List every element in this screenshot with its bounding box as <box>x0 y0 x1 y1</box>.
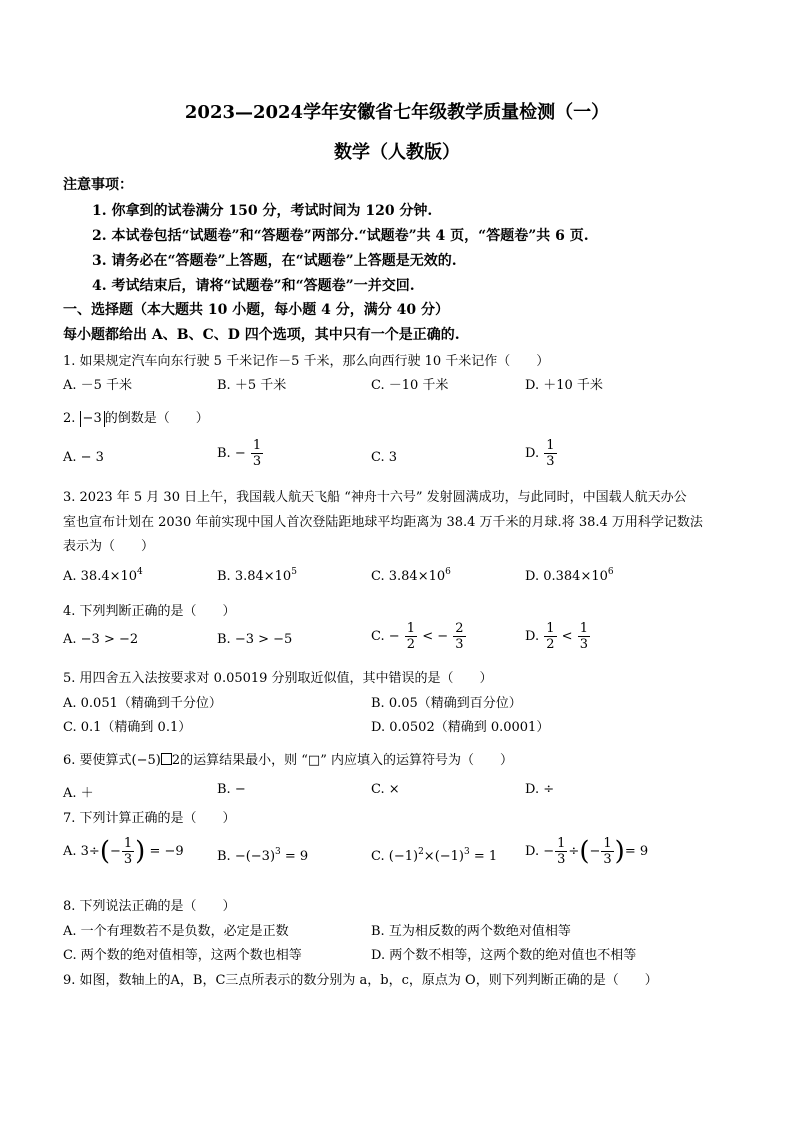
q1-stem: 1. 如果规定汽车向东行驶 5 千米记作－5 千米，那么向西行驶 10 千米记作（ ） <box>63 354 550 369</box>
q8-option-a: A. 一个有理数若不是负数，必定是正数 <box>63 924 289 939</box>
right-paren: ) <box>614 836 625 867</box>
q3-option-a <box>63 569 143 584</box>
q3-option-b-base: B. 3.84×10 <box>217 569 292 584</box>
q8-option-d: D. 两个数不相等，这两个数的绝对值也不相等 <box>371 948 637 963</box>
fraction <box>405 621 417 652</box>
q7-stem: 7. 下列计算正确的是（ ） <box>63 811 236 826</box>
q4-option-d-operator: < <box>561 629 573 644</box>
q2-option-c: C. 3 <box>371 450 398 465</box>
exponent: 3 <box>275 847 281 857</box>
q7-option-c-result: = 1 <box>469 849 498 864</box>
q3-option-c-base: C. 3.84×10 <box>371 569 446 584</box>
q2-option-d <box>525 438 558 469</box>
fraction-numerator: 1 <box>406 621 416 636</box>
q6-stem-pre: 6. 要使算式 <box>63 753 132 768</box>
fraction-numerator: 1 <box>603 836 612 851</box>
exam-subtitle: 数学（人教版） <box>334 142 460 163</box>
q3-option-b <box>217 569 297 584</box>
q7-option-a-pre: A. 3÷ <box>63 844 100 859</box>
fraction-numerator: 1 <box>579 621 588 636</box>
exponent: 4 <box>137 567 143 577</box>
fraction-denominator: 3 <box>579 637 588 652</box>
blank-box-icon <box>161 753 172 765</box>
q5-option-b: B. 0.05（精确到百分位） <box>371 696 522 711</box>
q1-option-a: A. －5 千米 <box>63 378 133 393</box>
q2-option-d-fraction <box>544 438 556 469</box>
q4-option-d <box>525 621 591 652</box>
q7-option-c <box>371 849 497 864</box>
q7-option-b-base: B. −(−3) <box>217 849 276 864</box>
fraction-numerator: 1 <box>557 836 566 851</box>
notice-item: 1. 你拿到的试卷满分 150 分，考试时间为 120 分钟. <box>92 203 433 219</box>
fraction-denominator: 3 <box>252 454 262 469</box>
q5-stem: 5. 用四舍五入法按要求对 0.05019 分别取近似值，其中错误的是（ ） <box>63 671 493 686</box>
fraction-denominator: 2 <box>546 637 555 652</box>
q7-option-d-result: = 9 <box>624 844 649 859</box>
q1-option-d: D. ＋10 千米 <box>525 378 603 393</box>
q4-option-c-operator: < − <box>422 629 449 644</box>
q4-option-a: A. −3 > −2 <box>63 632 139 647</box>
fraction <box>578 621 590 652</box>
q6-option-c: C. × <box>371 782 400 797</box>
q6-expression-tail: 2 <box>171 753 181 768</box>
q2-stem <box>63 407 209 427</box>
q7-option-c-mid: ×(−1) <box>423 849 464 864</box>
q2-number: 2. <box>63 411 76 426</box>
fraction-numerator: 1 <box>123 836 133 851</box>
q1-option-b: B. ＋5 千米 <box>217 378 287 393</box>
notice-item: 2. 本试卷包括“试题卷”和“答题卷”两部分.“试题卷”共 4 页，“答题卷”共 6 页. <box>92 228 589 244</box>
q3-option-d-base: D. 0.384×10 <box>525 569 608 584</box>
fraction-numerator: 1 <box>252 438 262 453</box>
q6-option-b: B. − <box>217 782 246 797</box>
q8-option-b: B. 互为相反数的两个数绝对值相等 <box>371 924 571 939</box>
fraction <box>122 836 134 867</box>
fraction <box>601 836 613 867</box>
fraction-denominator: 3 <box>557 852 566 867</box>
minus-sign: − <box>109 844 121 859</box>
section-instruction: 每小题都给出 A、B、C、D 四个选项，其中只有一个是正确的. <box>63 327 460 343</box>
q5-option-a: A. 0.051（精确到千分位） <box>63 696 222 711</box>
fraction <box>555 836 567 867</box>
q4-option-c <box>371 621 467 652</box>
fraction-numerator: 1 <box>546 621 555 636</box>
fraction-numerator: 2 <box>455 621 464 636</box>
q3-line-3: 表示为（ ） <box>63 539 155 554</box>
q9-stem: 9. 如图，数轴上的A，B，C三点所表示的数分别为 a，b，c，原点为 O，则下列判断正确的是（ ） <box>63 973 658 988</box>
q7-option-a-result: = −9 <box>149 844 184 859</box>
q7-option-a <box>63 836 184 867</box>
exponent: 6 <box>607 567 614 577</box>
q6-option-a: A. ＋ <box>63 786 94 801</box>
q3-option-c <box>371 569 451 584</box>
fraction-denominator: 2 <box>406 637 416 652</box>
exam-title: 2023—2024学年安徽省七年级教学质量检测（一） <box>184 102 610 123</box>
fraction <box>453 621 465 652</box>
exponent: 5 <box>291 567 297 577</box>
fraction-denominator: 3 <box>603 852 612 867</box>
q8-stem: 8. 下列说法正确的是（ ） <box>63 899 236 914</box>
q7-option-c-base: C. (−1) <box>371 849 419 864</box>
exponent: 6 <box>445 567 451 577</box>
notice-item: 4. 考试结束后，请将“试题卷”和“答题卷”一并交回. <box>92 278 415 294</box>
fraction <box>544 621 556 652</box>
right-paren: ) <box>135 836 146 867</box>
q8-option-c: C. 两个数的绝对值相等，这两个数也相等 <box>63 948 302 963</box>
q7-option-d <box>525 836 648 867</box>
q6-stem-post: 的运算结果最小，则 “□” 内应填入的运算符号为（ ） <box>180 753 513 768</box>
q1-option-c: C. －10 千米 <box>371 378 449 393</box>
q4-option-b: B. −3 > −5 <box>217 632 293 647</box>
exponent: 3 <box>464 847 470 857</box>
q3-line-1: 3. 2023 年 5 月 30 日上午，我国载人航天飞船 “神舟十六号” 发射圆满成功，与此同时，中国载人航天办公 <box>63 490 687 505</box>
q2-option-b <box>217 438 264 469</box>
q2-option-b-fraction <box>251 438 263 469</box>
exponent: 2 <box>418 847 424 857</box>
q7-option-b <box>217 849 308 864</box>
left-paren: ( <box>579 836 590 867</box>
left-paren: ( <box>99 836 110 867</box>
q7-option-b-result: = 9 <box>280 849 309 864</box>
q6-expression: (−5) <box>131 753 161 768</box>
q7-option-d-pre: D. − <box>525 844 555 859</box>
q2-option-d-label: D. <box>525 446 540 461</box>
q4-stem: 4. 下列判断正确的是（ ） <box>63 604 236 619</box>
section-heading: 一、选择题（本大题共 10 小题，每小题 4 分，满分 40 分） <box>63 302 449 318</box>
q2-option-a: A. − 3 <box>63 450 104 465</box>
q3-line-2: 室也宣布计划在 2030 年前实现中国人首次登陆距地球平均距离为 38.4 万千米的月球.将 38.4 万用科学记数法 <box>63 515 703 530</box>
fraction-denominator: 3 <box>123 852 133 867</box>
q4-option-c-label: C. − <box>371 629 400 644</box>
notice-item: 3. 请务必在“答题卷”上答题，在“试题卷”上答题是无效的. <box>92 253 457 269</box>
minus-sign: − <box>589 844 601 859</box>
divide-sign: ÷ <box>568 844 580 859</box>
q3-option-a-base: A. 38.4×10 <box>63 569 138 584</box>
q6-stem <box>63 749 513 768</box>
q2-stem-tail: 的倒数是（ ） <box>104 411 209 426</box>
fraction-denominator: 3 <box>546 454 555 469</box>
q3-option-d <box>525 569 614 584</box>
q4-option-d-label: D. <box>525 629 540 644</box>
q6-option-d: D. ÷ <box>525 782 555 797</box>
fraction-denominator: 3 <box>455 637 464 652</box>
notice-heading: 注意事项： <box>63 177 133 193</box>
q2-option-b-label: B. − <box>217 446 246 461</box>
q5-option-d: D. 0.0502（精确到 0.0001） <box>371 720 550 735</box>
q2-absolute-value: −3 <box>80 411 105 427</box>
fraction-numerator: 1 <box>546 438 555 453</box>
q5-option-c: C. 0.1（精确到 0.1） <box>63 720 192 735</box>
